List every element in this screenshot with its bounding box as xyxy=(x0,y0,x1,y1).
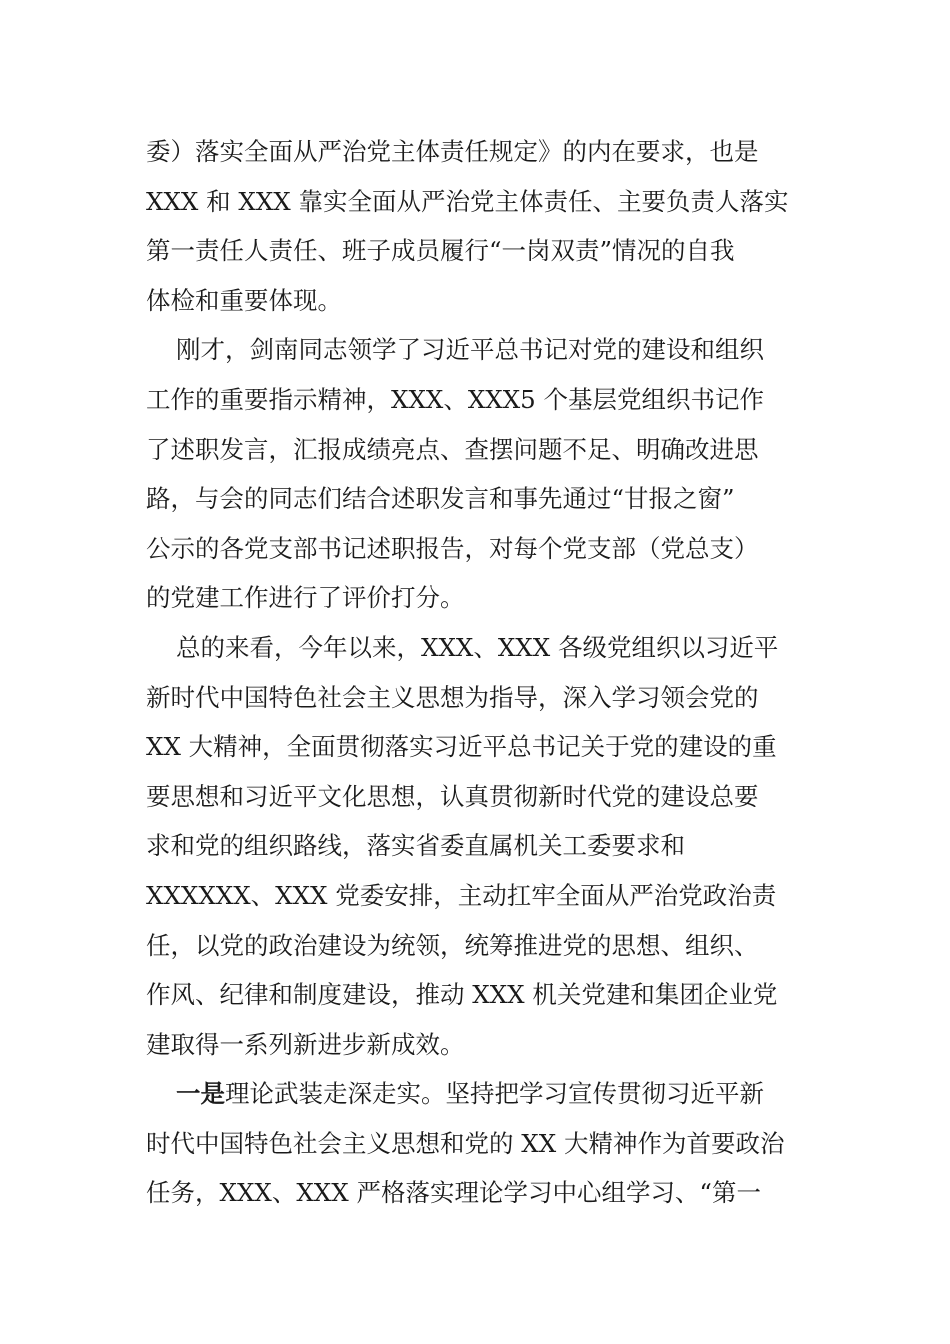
text-line: 委）落实全面从严治党主体责任规定》的内在要求，也是 xyxy=(146,137,759,166)
text-line: 任，以党的政治建设为统领，统筹推进党的思想、组织、 xyxy=(146,930,759,960)
bold-lead-text: 一是 xyxy=(176,1079,225,1109)
document-body xyxy=(146,127,806,1218)
text-line: XXXXXX、XXX 党委安排，主动扛牢全面从严治党政治责 xyxy=(146,880,777,910)
text-line: 的党建工作进行了评价打分。 xyxy=(146,583,465,613)
paragraph-start-line xyxy=(146,1069,806,1119)
text-line: 任务，XXX、XXX 严格落实理论学习中心组学习、“第一 xyxy=(146,1178,761,1208)
lead-rest-text: 理论武装走深走实。坚持把学习宣传贯彻习近平新 xyxy=(225,1079,764,1109)
text-line: 工作的重要指示精神，XXX、XXX5 个基层党组织书记作 xyxy=(146,384,765,414)
text-line: 要思想和习近平文化思想，认真贯彻新时代党的建设总要 xyxy=(146,781,759,811)
text-line: 体检和重要体现。 xyxy=(146,285,342,315)
text-line: 时代中国特色社会主义思想和党的 XX 大精神作为首要政治 xyxy=(146,1128,785,1158)
text-line: 求和党的组织路线，落实省委直属机关工委要求和 xyxy=(146,831,685,861)
text-line: XXX 和 XXX 靠实全面从严治党主体责任、主要负责人落实 xyxy=(146,186,789,216)
text-line: XX 大精神，全面贯彻落实习近平总书记关于党的建设的重 xyxy=(146,732,777,762)
text-line: 了述职发言，汇报成绩亮点、查摆问题不足、明确改进思 xyxy=(146,434,759,464)
text-line: 第一责任人责任、班子成员履行“一岗双责”情况的自我 xyxy=(146,236,735,266)
text-line: 作风、纪律和制度建设，推动 XXX 机关党建和集团企业党 xyxy=(146,980,778,1010)
text-line: 路，与会的同志们结合述职发言和事先通过“甘报之窗” xyxy=(146,484,735,514)
text-line: 新时代中国特色社会主义思想为指导，深入学习领会党的 xyxy=(146,682,759,712)
paragraph-start-line: 刚才，剑南同志领学了习近平总书记对党的建设和组织 xyxy=(176,335,764,365)
paragraph-start-line: 总的来看，今年以来，XXX、XXX 各级党组织以习近平 xyxy=(176,632,779,662)
text-line: 建取得一系列新进步新成效。 xyxy=(146,1029,465,1059)
text-line: 公示的各党支部书记述职报告，对每个党支部（党总支） xyxy=(146,533,759,563)
